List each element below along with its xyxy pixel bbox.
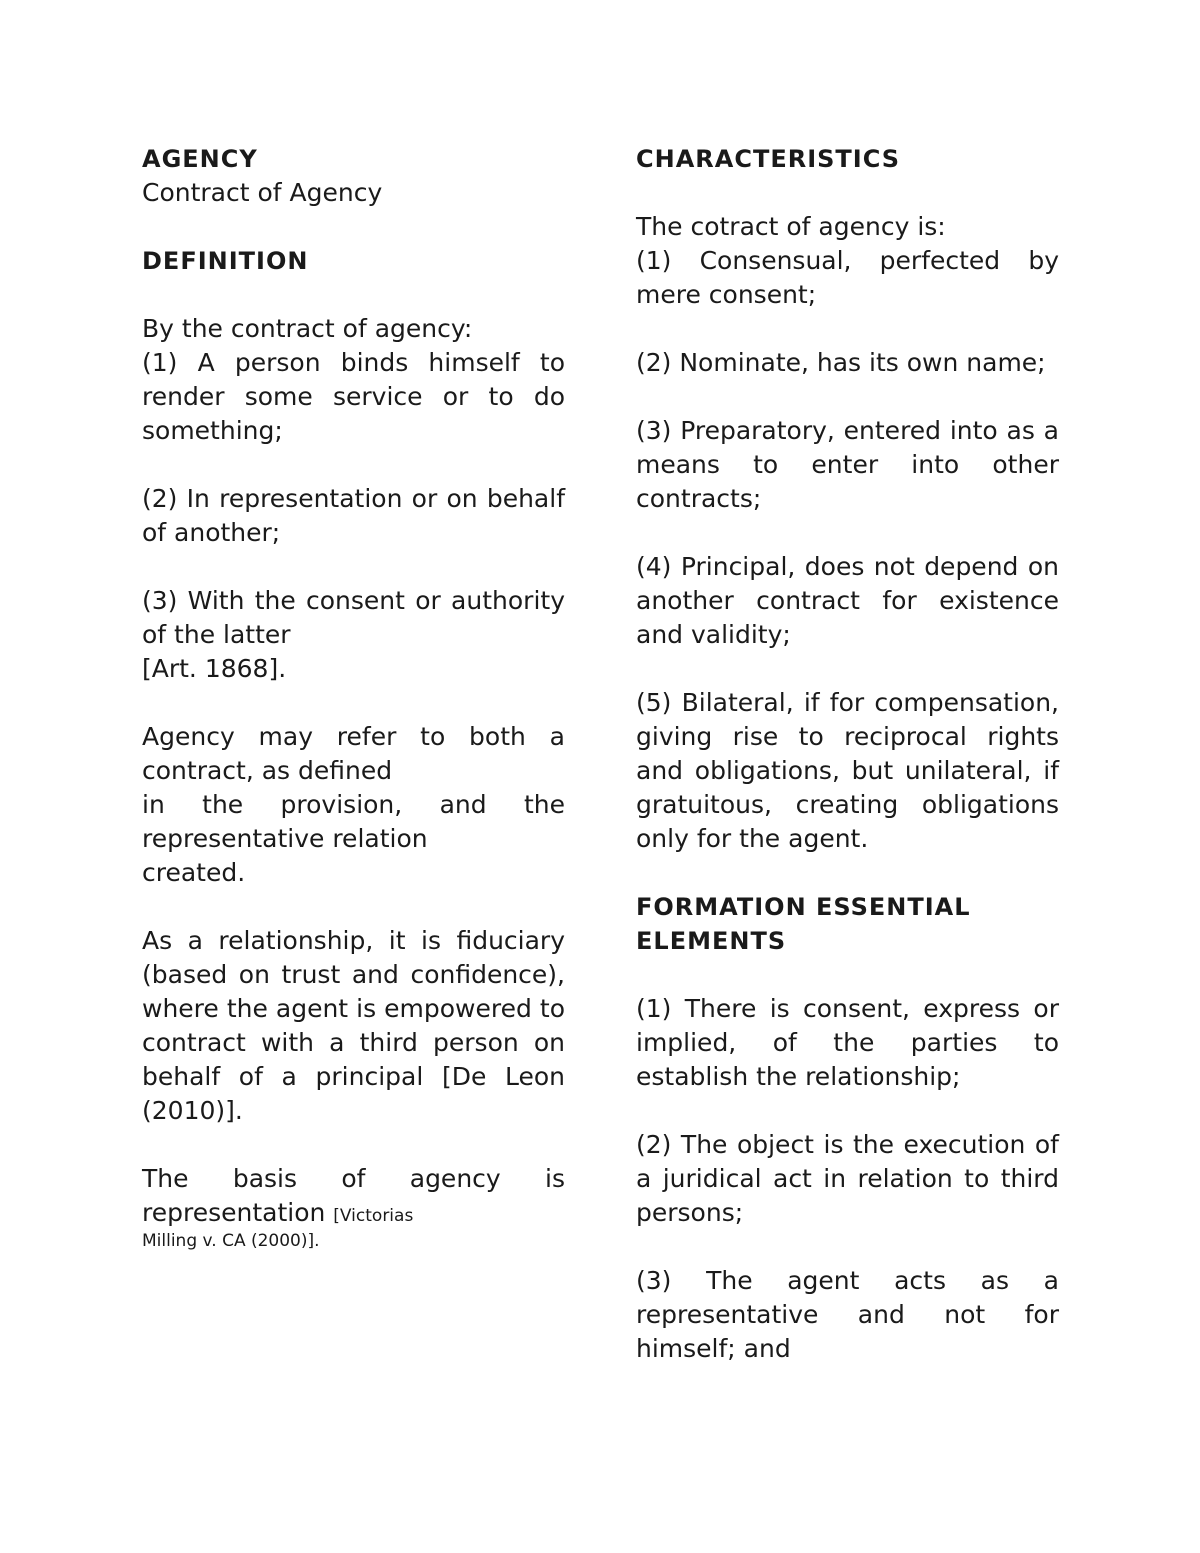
formation-heading-line-2: ELEMENTS (636, 927, 787, 955)
document-subtitle: Contract of Agency (142, 178, 383, 207)
definition-item-2: (2) In representation or on behalf of another; (142, 484, 565, 547)
basis-representation: representation (142, 1198, 334, 1227)
characteristic-item-1: (1) Consensual, perfected by mere consent; (636, 246, 1059, 309)
article-citation: [Art. 1868]. (142, 654, 287, 683)
formation-item-1: (1) There is consent, express or implied, of the parties to establish the relationship; (636, 994, 1059, 1091)
basis-citation-start: [Victorias (333, 1206, 414, 1226)
characteristic-item-4: (4) Principal, does not depend on another contract for existence and validity; (636, 552, 1059, 649)
definition-item-3 (142, 584, 565, 686)
characteristic-item-2: (2) Nominate, has its own name; (636, 348, 1046, 377)
basis-citation-end: Milling v. CA (2000)]. (142, 1231, 320, 1251)
characteristics-intro: The cotract of agency is: (636, 212, 946, 241)
definition-item-1: (1) A person binds himself to render some service or to do something; (142, 348, 565, 445)
agency-paragraph-line-3: created. (142, 858, 246, 887)
basis-paragraph (142, 1162, 565, 1252)
characteristic-item-3: (3) Preparatory, entered into as a means to enter into other contracts; (636, 416, 1059, 513)
characteristic-item-5: (5) Bilateral, if for compensation, giving rise to reciprocal rights and obligations, but unilateral, if gratuitous, creating obligations only for the agent. (636, 688, 1059, 853)
right-column (636, 142, 1059, 1366)
formation-item-2: (2) The object is the execution of a juridical act in relation to third persons; (636, 1130, 1059, 1227)
definition-intro: By the contract of agency: (142, 314, 473, 343)
basis-line-1: The basis of agency is (142, 1164, 565, 1193)
formation-heading (636, 890, 1059, 958)
agency-paragraph (142, 720, 565, 890)
definition-heading: DEFINITION (142, 247, 309, 275)
fiduciary-paragraph: As a relationship, it is fiduciary (based on trust and confidence), where the agent is empowered to contract with a third person on behalf of a principal [De Leon (2010)]. (142, 926, 565, 1125)
definition-item-3-text: (3) With the consent or authority of the latter (142, 586, 565, 649)
formation-heading-line-1: FORMATION ESSENTIAL (636, 893, 971, 921)
agency-paragraph-line-2: in the provision, and the representative relation (142, 790, 565, 853)
left-column (142, 142, 565, 1252)
characteristics-heading: CHARACTERISTICS (636, 145, 901, 173)
formation-item-3: (3) The agent acts as a representative and not for himself; and (636, 1266, 1059, 1363)
agency-paragraph-line-1: Agency may refer to both a contract, as defined (142, 722, 565, 785)
basis-line-2 (142, 1196, 565, 1230)
document-title: AGENCY (142, 145, 258, 173)
